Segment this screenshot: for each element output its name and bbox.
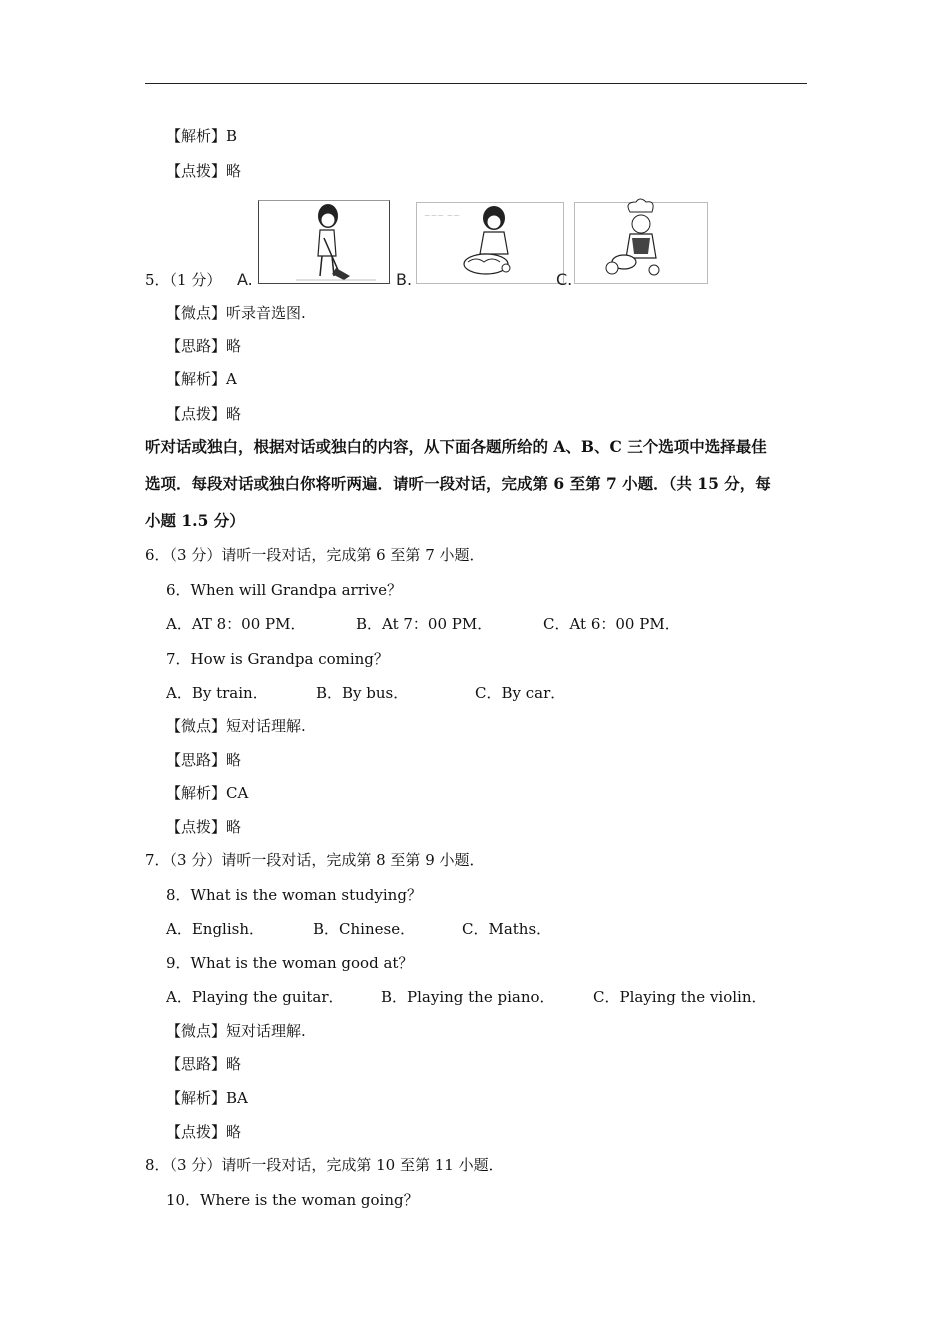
q5-number: 5．（1 分） (145, 271, 222, 289)
q5-analysis: 【解析】A (166, 370, 237, 388)
option-a-letter: A. (237, 270, 253, 289)
q7-idea: 【思路】略 (166, 1055, 242, 1073)
q5-point: 【微点】听录音选图. (166, 304, 306, 322)
q6-sub1-option-b[interactable]: B．At 7：00 PM． (356, 615, 493, 633)
q7-sub2-option-c[interactable]: C．Playing the violin． (593, 988, 767, 1006)
q8-sub1: 10．Where is the woman going？ (166, 1191, 419, 1209)
q6-tip: 【点拨】略 (166, 818, 242, 836)
option-c-letter: C. (556, 270, 573, 289)
q7-sub1: 8．What is the woman studying？ (166, 886, 422, 904)
q7-sub1-option-c[interactable]: C．Maths． (462, 920, 552, 938)
q4-tip: 【点拨】略 (166, 162, 242, 180)
q6-sub2-option-b[interactable]: B．By bus． (316, 684, 409, 702)
section-instruction-line-2: 选项．每段对话或独白你将听两遍．请听一段对话，完成第 6 至第 7 小题．（共 15 分，每 (145, 474, 771, 493)
svg-text:~~~ ~~: ~~~ ~~ (424, 211, 461, 220)
q7-sub2-option-a[interactable]: A．Playing the guitar． (166, 988, 344, 1006)
option-a-picture[interactable] (256, 198, 392, 284)
q8-number: 8．（3 分）请听一段对话，完成第 10 至第 11 小题． (145, 1156, 504, 1174)
q7-tip: 【点拨】略 (166, 1123, 242, 1141)
header-rule (145, 83, 807, 84)
q7-point: 【微点】短对话理解. (166, 1022, 306, 1040)
q6-sub1-option-a[interactable]: A．AT 8：00 PM． (166, 615, 306, 633)
q7-sub2: 9．What is the woman good at？ (166, 954, 414, 972)
q5-tip: 【点拨】略 (166, 405, 242, 423)
chef-girl-cooking-icon (574, 198, 708, 284)
girl-washing-icon (414, 198, 564, 284)
q6-sub2-option-a[interactable]: A．By train． (166, 684, 268, 702)
q6-sub1-option-c[interactable]: C．At 6：00 PM． (543, 615, 680, 633)
q6-sub2-option-c[interactable]: C．By car． (475, 684, 566, 702)
girl-sweeping-icon (256, 198, 392, 284)
q6-point: 【微点】短对话理解. (166, 717, 306, 735)
section-instruction-line-1: 听对话或独白，根据对话或独白的内容，从下面各题所给的 A、B、C 三个选项中选择最佳 (145, 437, 767, 456)
q6-idea: 【思路】略 (166, 751, 242, 769)
q6-analysis: 【解析】CA (166, 784, 249, 802)
q6-sub2: 7．How is Grandpa coming？ (166, 650, 389, 668)
q4-analysis: 【解析】B (166, 127, 238, 145)
option-b-letter: B. (396, 270, 413, 289)
section-instruction-line-3: 小题 1.5 分） (145, 511, 245, 530)
q7-analysis: 【解析】BA (166, 1089, 248, 1107)
q6-number: 6．（3 分）请听一段对话，完成第 6 至第 7 小题． (145, 546, 485, 564)
option-c-picture[interactable] (574, 198, 708, 284)
option-b-picture[interactable] (414, 198, 564, 284)
q7-sub1-option-a[interactable]: A．English． (166, 920, 264, 938)
q6-sub1: 6．When will Grandpa arrive？ (166, 581, 403, 599)
q7-sub2-option-b[interactable]: B．Playing the piano． (381, 988, 555, 1006)
q5-idea: 【思路】略 (166, 337, 242, 355)
q7-sub1-option-b[interactable]: B．Chinese． (313, 920, 416, 938)
q7-number: 7．（3 分）请听一段对话，完成第 8 至第 9 小题． (145, 851, 485, 869)
